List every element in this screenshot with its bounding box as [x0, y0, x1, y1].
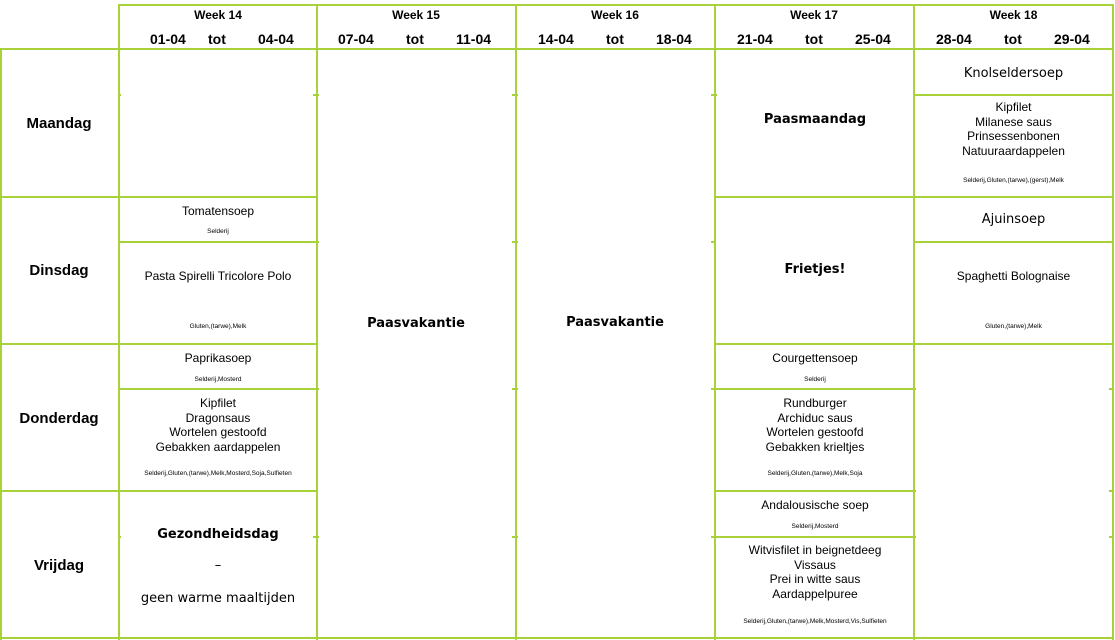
main-dish-line: Witvisfilet in beignetdeeg	[748, 543, 882, 557]
grid-tick	[515, 388, 518, 390]
grid-tick	[913, 536, 916, 538]
grid-tick	[1109, 490, 1112, 492]
special-meal: Frietjes!	[784, 262, 846, 277]
allergen-list: Selderij,Gluten,(tarwe),Melk,Mosterd,Vis,Sulfieten	[743, 618, 887, 625]
grid-line	[0, 343, 316, 345]
allergen-list: Selderij,Gluten,(tarwe),Melk,Soja	[767, 470, 863, 477]
day-label-maandag: Maandag	[26, 115, 92, 132]
week-end-date: 29-04	[1054, 31, 1090, 47]
grid-tick	[118, 94, 121, 96]
soup-name: Tomatensoep	[181, 204, 255, 218]
day-label-donderdag: Donderdag	[19, 410, 99, 427]
grid-line	[714, 388, 914, 390]
week-range-tot: tot	[406, 31, 424, 47]
grid-tick	[1109, 536, 1112, 538]
grid-line	[0, 48, 1114, 50]
grid-tick	[1109, 388, 1112, 390]
week-title: Week 16	[591, 8, 639, 22]
grid-line	[714, 343, 1114, 345]
soup-name: Courgettensoep	[772, 351, 858, 365]
holiday-label: Paasvakantie	[566, 315, 664, 330]
grid-tick	[913, 388, 916, 390]
main-dish	[915, 100, 1112, 158]
main-dish-line: Vissaus	[794, 557, 836, 572]
allergen-list: Gluten,(tarwe),Melk	[985, 323, 1042, 330]
grid-tick	[711, 241, 714, 243]
soup-name: Knolseldersoep	[963, 66, 1064, 81]
special-day-note: geen warme maaltijden	[140, 591, 296, 606]
main-dish-line: Gebakken aardappelen	[155, 439, 281, 454]
main-dish-line: Archiduc saus	[777, 410, 853, 425]
week-title: Week 17	[790, 8, 838, 22]
allergen-list: Selderij,Mosterd	[791, 523, 839, 530]
day-label-dinsdag: Dinsdag	[29, 262, 89, 279]
week-end-date: 25-04	[855, 31, 891, 47]
week-title: Week 14	[194, 8, 242, 22]
week-start-date: 21-04	[737, 31, 773, 47]
main-dish-line: Kipfilet	[199, 396, 237, 410]
main-dish: Pasta Spirelli Tricolore Polo	[144, 269, 292, 283]
week-title: Week 15	[392, 8, 440, 22]
grid-line	[714, 536, 914, 538]
grid-line	[118, 4, 120, 640]
grid-line	[118, 4, 1114, 6]
allergen-list: Selderij,Mosterd	[194, 376, 242, 383]
week-end-date: 11-04	[456, 31, 492, 47]
allergen-list: Selderij	[207, 228, 229, 235]
soup-name: Paprikasoep	[184, 351, 252, 365]
soup-name: Andalousische soep	[761, 498, 869, 512]
separator-dash: –	[214, 558, 222, 573]
grid-tick	[711, 536, 714, 538]
grid-tick	[316, 94, 319, 96]
main-dish-line: Dragonsaus	[185, 410, 251, 425]
main-dish	[716, 396, 914, 454]
week-range-tot: tot	[805, 31, 823, 47]
allergen-list: Gluten,(tarwe),Melk	[189, 323, 247, 330]
grid-tick	[316, 241, 319, 243]
week-title: Week 18	[989, 8, 1038, 22]
grid-tick	[316, 388, 319, 390]
day-label-vrijdag: Vrijdag	[33, 557, 85, 574]
grid-line	[118, 241, 316, 243]
week-start-date: 01-04	[150, 31, 186, 47]
special-day-title: Gezondheidsdag	[157, 527, 279, 542]
grid-tick	[515, 536, 518, 538]
week-start-date: 07-04	[338, 31, 374, 47]
allergen-list: Selderij	[804, 376, 826, 383]
main-dish-line: Natuuraardappelen	[962, 143, 1065, 158]
main-dish-line: Milanese saus	[975, 114, 1052, 129]
grid-tick	[913, 490, 916, 492]
grid-line	[0, 637, 1114, 639]
main-dish-line: Aardappelpuree	[772, 586, 858, 601]
week-range-tot: tot	[208, 31, 226, 47]
grid-line	[913, 241, 1113, 243]
week-start-date: 14-04	[538, 31, 574, 47]
main-dish-line: Wortelen gestoofd	[766, 425, 864, 439]
main-dish-line: Prinsessenbonen	[967, 129, 1060, 143]
main-dish: Spaghetti Bolognaise	[956, 269, 1071, 283]
main-dish	[120, 396, 316, 454]
grid-line	[118, 388, 316, 390]
week-start-date: 28-04	[936, 31, 972, 47]
week-end-date: 18-04	[656, 31, 692, 47]
grid-line	[714, 196, 1114, 198]
week-range-tot: tot	[1004, 31, 1022, 47]
main-dish-line: Prei in witte saus	[769, 572, 861, 586]
holiday-label: Paasvakantie	[367, 316, 465, 331]
grid-tick	[316, 536, 319, 538]
week-end-date: 04-04	[258, 31, 294, 47]
main-dish-line: Rundburger	[783, 396, 847, 410]
holiday-label: Paasmaandag	[763, 112, 867, 127]
main-dish-line: Kipfilet	[995, 100, 1032, 114]
main-dish-line: Gebakken krieltjes	[765, 439, 865, 454]
grid-tick	[515, 241, 518, 243]
grid-tick	[711, 388, 714, 390]
grid-tick	[515, 94, 518, 96]
main-dish	[716, 543, 914, 601]
soup-name: Ajuinsoep	[981, 212, 1046, 227]
grid-line	[913, 94, 1113, 96]
grid-line	[0, 490, 316, 492]
grid-line	[714, 490, 914, 492]
grid-line	[0, 196, 316, 198]
allergen-list: Selderij,Gluten,(tarwe),(gerst),Melk	[963, 177, 1064, 184]
grid-tick	[714, 94, 717, 96]
allergen-list: Selderij,Gluten,(tarwe),Melk,Mosterd,Soja,Sulfieten	[144, 470, 292, 477]
main-dish-line: Wortelen gestoofd	[169, 425, 267, 439]
grid-line	[1112, 4, 1114, 640]
week-range-tot: tot	[606, 31, 624, 47]
